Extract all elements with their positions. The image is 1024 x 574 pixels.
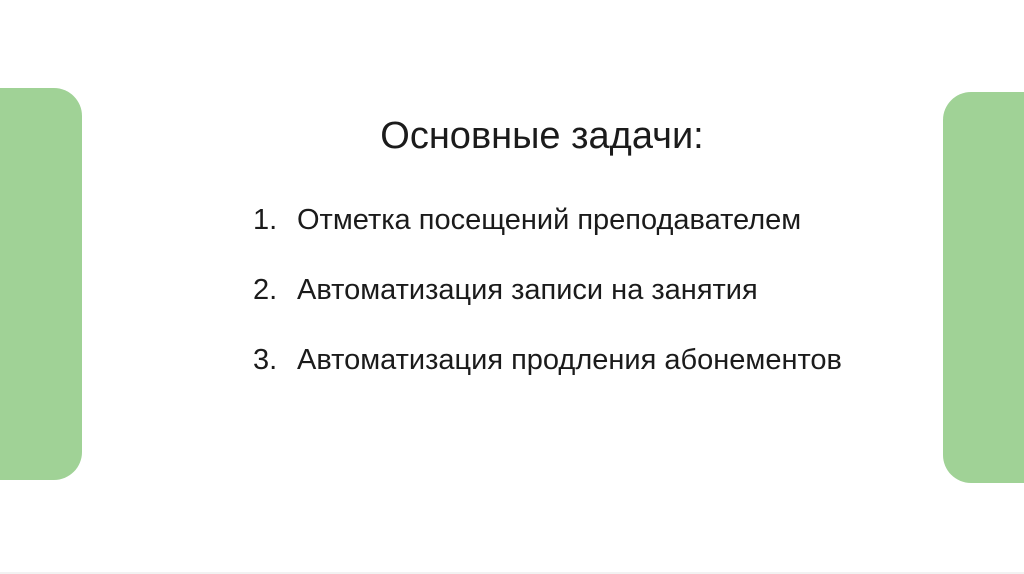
right-accent-shape — [943, 92, 1024, 483]
list-item — [253, 202, 873, 239]
list-item — [253, 272, 873, 309]
list-item-text: Отметка посещений преподавателем — [297, 204, 802, 236]
list-item-text: Автоматизация записи на занятия — [297, 274, 758, 306]
list-item-number: 3. — [253, 344, 278, 376]
list-item-number: 2. — [253, 274, 278, 306]
left-accent-shape — [0, 88, 82, 480]
list-item-text: Автоматизация продления абонементов — [297, 344, 842, 376]
slide-title: Основные задачи: — [380, 115, 704, 157]
list-item — [253, 342, 873, 379]
list-item-number: 1. — [253, 204, 278, 236]
task-list — [253, 202, 873, 412]
